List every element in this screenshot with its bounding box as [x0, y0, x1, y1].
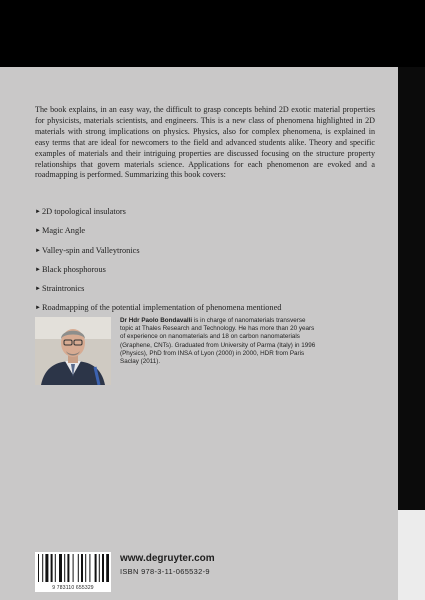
author-bio: [120, 317, 320, 366]
bullet-icon: ►: [35, 228, 41, 235]
list-item: ► Straintronics: [35, 283, 380, 302]
list-item: ► 2D topological insulators: [35, 206, 380, 225]
bullet-icon: ►: [35, 286, 41, 293]
list-item: ► Roadmapping of the potential implementation of phenomena mentioned: [35, 302, 380, 321]
author-bio-text: is in charge of nanomaterials transverse topic at Thales Research and Technology. He has more than 20 years of experience on nanomaterials and 18 on carbon nanomaterials (Graphene, CNTs). Graduated from University of Parma (Italy) in 1996 (Physics), PhD from INSA of Lyon (2000) in 2000, HDR from Paris Saclay (2011).: [120, 317, 316, 366]
cover-edge: [398, 510, 425, 600]
list-item: ► Magic Angle: [35, 225, 380, 244]
publisher-url: www.degruyter.com: [120, 553, 215, 564]
barcode-icon: [37, 554, 109, 582]
book-description: The book explains, in an easy way, the difficult to grasp concepts behind 2D exotic material properties for physicists, materials scientists, and engineers. This is a new class of phenomena highlighted in 2D materials with strong implications on physics. Physics, also for complex phenomena, is explained in easy terms that are ideal for newcomers to the field and advanced students alike. Theory and specific examples of materials and their intriguing properties are discussed focusing on the structure property relationships that govern materials science. Applications for each phenomenon are evoked and a roadmapping is performed. Summarizing this book covers:: [35, 105, 375, 180]
author-portrait-icon: [35, 317, 111, 385]
author-name: Dr Hdr Paolo Bondavalli: [120, 317, 193, 324]
list-item: ► Valley-spin and Valleytronics: [35, 245, 380, 264]
barcode-digits: 9 783110 655329: [52, 585, 94, 591]
author-photo: [35, 317, 111, 385]
bullet-icon: ►: [35, 209, 41, 215]
bullet-icon: ►: [35, 266, 41, 273]
topic-list: [35, 206, 380, 322]
bullet-icon: ►: [35, 305, 41, 312]
isbn-number: ISBN 978-3-11-065532-9: [120, 567, 210, 576]
barcode: [35, 552, 111, 592]
list-item: ► Black phosphorous: [35, 264, 380, 283]
cover-spine-shadow: [398, 67, 425, 510]
bullet-icon: ►: [35, 247, 41, 254]
